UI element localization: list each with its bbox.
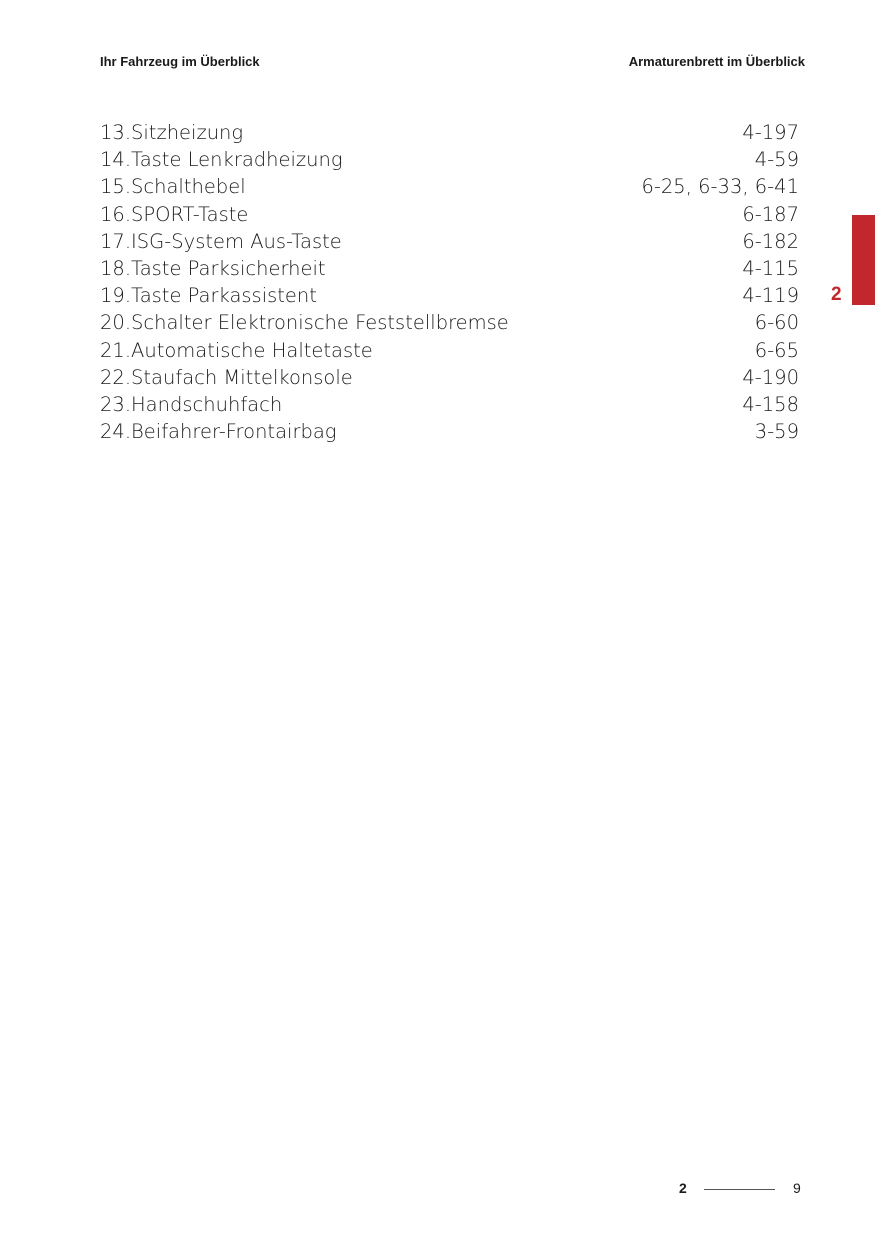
footer-divider: [704, 1189, 775, 1190]
item-page-ref: 4-197: [742, 121, 799, 144]
item-page-ref: 6-65: [754, 338, 799, 362]
list-item: [100, 119, 799, 146]
list-item: [100, 282, 799, 309]
item-page-ref: 6-25, 6-33, 6-41: [641, 175, 799, 199]
footer-page-number: 9: [793, 1180, 801, 1196]
component-index-list: [100, 119, 799, 445]
header-section-title: Ihr Fahrzeug im Überblick: [100, 54, 260, 69]
item-page-ref: 6-187: [742, 202, 799, 226]
list-item: [100, 337, 799, 364]
item-label: 16.SPORT-Taste: [100, 202, 249, 226]
item-page-ref: 4-158: [742, 392, 799, 416]
item-page-ref: 4-59: [754, 148, 799, 172]
item-page-ref: 3-59: [754, 420, 799, 444]
footer-chapter-number: 2: [679, 1180, 687, 1196]
item-label: 18.Taste Parksicherheit: [100, 256, 326, 280]
item-label: 17.ISG-System Aus-Taste: [100, 229, 342, 253]
list-item: [100, 201, 799, 228]
chapter-side-tab-number: 2: [831, 284, 842, 305]
list-item: [100, 228, 799, 255]
list-item: [100, 173, 799, 200]
item-label: 22.Staufach Mittelkonsole: [100, 365, 353, 389]
item-label: 19.Taste Parkassistent: [100, 284, 317, 308]
item-page-ref: 6-182: [742, 229, 799, 253]
list-item: [100, 418, 799, 445]
chapter-side-tab: [852, 215, 875, 305]
item-page-ref: 6-60: [754, 311, 799, 335]
item-label: 15.Schalthebel: [100, 175, 246, 199]
list-item: [100, 364, 799, 391]
item-label: 21.Automatische Haltetaste: [100, 338, 373, 362]
item-label: 14.Taste Lenkradheizung: [100, 148, 343, 172]
list-item: [100, 146, 799, 173]
list-item: [100, 391, 799, 418]
item-page-ref: 4-119: [742, 284, 799, 308]
item-label: 20.Schalter Elektronische Feststellbremse: [100, 311, 509, 335]
header-page-title: Armaturenbrett im Überblick: [628, 54, 805, 69]
item-label: 13.Sitzheizung: [100, 121, 244, 144]
item-label: 23.Handschuhfach: [100, 392, 283, 416]
list-item: [100, 309, 799, 336]
item-page-ref: 4-190: [742, 365, 799, 389]
list-item: [100, 255, 799, 282]
item-label: 24.Beifahrer-Frontairbag: [100, 420, 337, 444]
item-page-ref: 4-115: [742, 256, 799, 280]
